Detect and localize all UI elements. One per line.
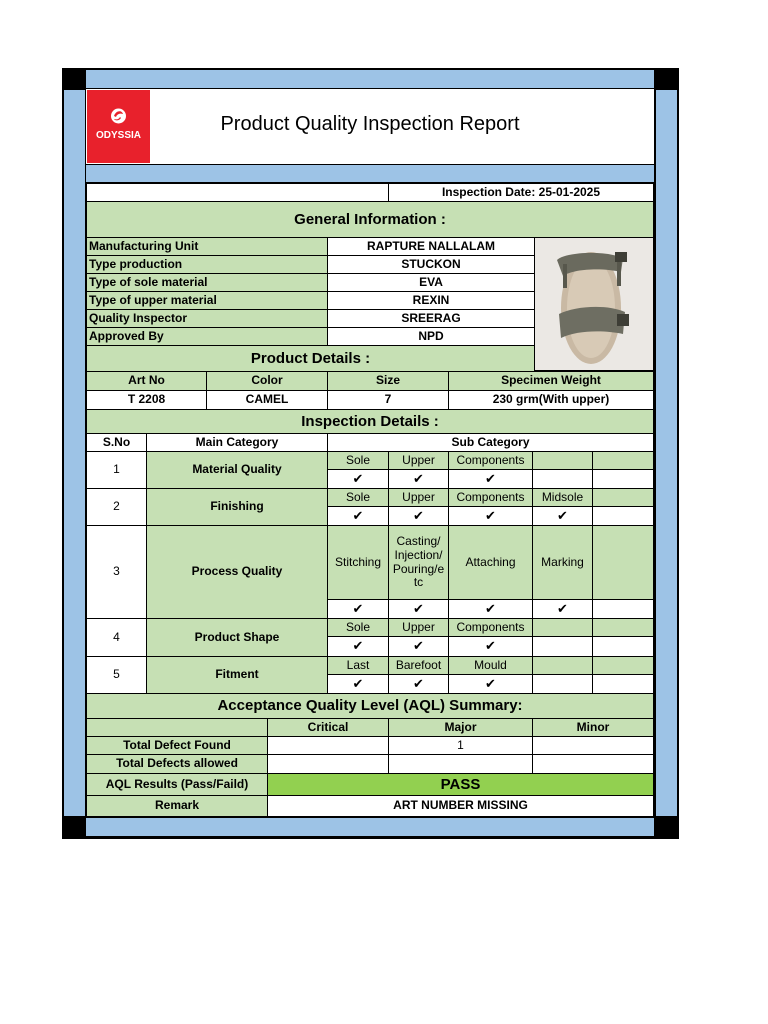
report-body: [86, 89, 654, 817]
general-label: Type production: [86, 255, 328, 274]
aql-header-minor: Minor: [532, 718, 654, 737]
total-allowed-critical: [267, 754, 389, 774]
sub-category-label: Components: [448, 451, 533, 470]
check-mark: ✔: [388, 506, 449, 526]
total-defect-major: 1: [388, 736, 533, 755]
total-allowed-label: Total Defects allowed: [86, 754, 268, 774]
general-value: EVA: [327, 273, 535, 292]
inspection-category: Process Quality: [146, 525, 328, 619]
aql-header-blank: [86, 718, 268, 737]
check-mark: ✔: [388, 469, 449, 489]
sub-category-label: Last: [327, 656, 389, 675]
total-allowed-minor: [532, 754, 654, 774]
check-mark: ✔: [448, 469, 533, 489]
check-mark: ✔: [327, 674, 389, 694]
inspection-header-main: Main Category: [146, 433, 328, 452]
check-empty: [592, 636, 654, 657]
check-mark: ✔: [327, 506, 389, 526]
check-mark: ✔: [532, 599, 593, 619]
aql-header-critical: Critical: [267, 718, 389, 737]
product-size: 7: [327, 390, 449, 410]
sub-category-label: Components: [448, 488, 533, 507]
sub-category-empty: [592, 488, 654, 507]
inspection-header-sno: S.No: [86, 433, 147, 452]
logo-swirl-icon: [87, 90, 150, 163]
sub-category-empty: [532, 451, 593, 470]
check-empty: [592, 506, 654, 526]
general-label: Type of sole material: [86, 273, 328, 292]
sub-category-empty: [592, 525, 654, 600]
general-value: NPD: [327, 327, 535, 346]
total-allowed-major: [388, 754, 533, 774]
check-mark: ✔: [532, 506, 593, 526]
check-mark: ✔: [448, 674, 533, 694]
general-value: RAPTURE NALLALAM: [327, 237, 535, 256]
sub-category-empty: [592, 656, 654, 675]
sub-category-label: Upper: [388, 451, 449, 470]
sub-category-empty: [532, 618, 593, 637]
check-empty: [592, 469, 654, 489]
total-defect-critical: [267, 736, 389, 755]
sub-category-label: Attaching: [448, 525, 533, 600]
general-value: STUCKON: [327, 255, 535, 274]
aql-header-major: Major: [388, 718, 533, 737]
product-color: CAMEL: [206, 390, 328, 410]
check-mark: ✔: [327, 636, 389, 657]
frame-bottom-band: [86, 818, 654, 836]
general-value: REXIN: [327, 291, 535, 310]
general-info-heading: General Information :: [86, 201, 654, 238]
brand-logo: [87, 90, 150, 163]
aql-heading: Acceptance Quality Level (AQL) Summary:: [86, 693, 654, 719]
inspection-header-sub: Sub Category: [327, 433, 654, 452]
product-header-art-no: Art No: [86, 371, 207, 391]
report-title: Product Quality Inspection Report: [220, 113, 520, 135]
general-label: Quality Inspector: [86, 309, 328, 328]
logo-text: ODYSSIA: [95, 130, 141, 141]
check-empty: [592, 599, 654, 619]
sandal-photo-icon: [535, 238, 653, 370]
inspection-details-heading: Inspection Details :: [86, 409, 654, 434]
general-label: Approved By: [86, 327, 328, 346]
sub-category-empty: [592, 451, 654, 470]
sub-category-label: Midsole: [532, 488, 593, 507]
inspection-category: Material Quality: [146, 451, 328, 489]
total-defect-label: Total Defect Found: [86, 736, 268, 755]
sub-category-label: Components: [448, 618, 533, 637]
sub-category-label: Marking: [532, 525, 593, 600]
aql-result-label: AQL Results (Pass/Faild): [86, 773, 268, 796]
sub-category-label: Upper: [388, 488, 449, 507]
inspection-category: Finishing: [146, 488, 328, 526]
date-row-blank: [86, 183, 389, 202]
general-label: Type of upper material: [86, 291, 328, 310]
inspection-date: Inspection Date: 25-01-2025: [388, 183, 654, 202]
sub-category-label: Mould: [448, 656, 533, 675]
frame-right-band: [656, 90, 677, 816]
product-header-size: Size: [327, 371, 449, 391]
product-header-color: Color: [206, 371, 328, 391]
check-empty: [532, 674, 593, 694]
check-empty: [592, 674, 654, 694]
frame-left-band: [64, 90, 85, 816]
inspection-sno: 3: [86, 525, 147, 619]
general-label: Manufacturing Unit: [86, 237, 328, 256]
product-art-no: T 2208: [86, 390, 207, 410]
inspection-sno: 4: [86, 618, 147, 657]
inspection-sno: 5: [86, 656, 147, 694]
general-value: SREERAG: [327, 309, 535, 328]
check-mark: ✔: [327, 469, 389, 489]
check-empty: [532, 636, 593, 657]
product-details-heading: Product Details :: [86, 345, 535, 372]
check-mark: ✔: [448, 506, 533, 526]
check-mark: ✔: [388, 674, 449, 694]
sub-category-empty: [532, 656, 593, 675]
report-frame: [62, 68, 679, 839]
inspection-sno: 1: [86, 451, 147, 489]
product-header-weight: Specimen Weight: [448, 371, 654, 391]
remark-label: Remark: [86, 795, 268, 817]
total-defect-minor: [532, 736, 654, 755]
sub-category-label: Casting/ Injection/ Pouring/e tc: [388, 525, 449, 600]
aql-result-value: PASS: [267, 773, 654, 796]
check-mark: ✔: [448, 636, 533, 657]
sub-category-empty: [592, 618, 654, 637]
product-weight: 230 grm(With upper): [448, 390, 654, 410]
sub-category-label: Barefoot: [388, 656, 449, 675]
sub-category-label: Sole: [327, 451, 389, 470]
inspection-sno: 2: [86, 488, 147, 526]
frame-top-band: [86, 70, 654, 88]
check-mark: ✔: [327, 599, 389, 619]
check-mark: ✔: [448, 599, 533, 619]
inspection-category: Product Shape: [146, 618, 328, 657]
sub-category-label: Stitching: [327, 525, 389, 600]
sub-category-label: Upper: [388, 618, 449, 637]
remark-value: ART NUMBER MISSING: [267, 795, 654, 817]
sub-category-label: Sole: [327, 618, 389, 637]
check-mark: ✔: [388, 599, 449, 619]
check-empty: [532, 469, 593, 489]
check-mark: ✔: [388, 636, 449, 657]
inspection-category: Fitment: [146, 656, 328, 694]
product-photo: [534, 237, 654, 371]
sub-category-label: Sole: [327, 488, 389, 507]
